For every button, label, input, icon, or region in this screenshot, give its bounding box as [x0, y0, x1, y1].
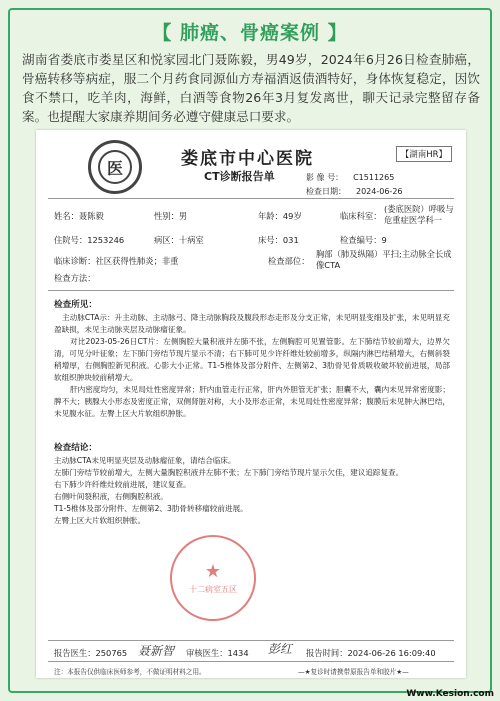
- bed-number: 床号：031: [258, 235, 299, 245]
- divider: [48, 198, 454, 199]
- stamp-text: 十二病室五区: [189, 585, 237, 594]
- exam-part: 胸部（肺及纵隔）平扫;主动脉全长成像CTA: [316, 249, 452, 270]
- conclusion-line: 左肺门旁结节较前增大，左侧大量胸腔积液并左肺不张；左下肺门旁结节现片显示欠佳，建议追踪复查。: [54, 468, 404, 477]
- revisit-note: —★复诊时请携带原报告单和胶片★—: [298, 668, 409, 676]
- patient-age: 年龄：49岁: [258, 211, 302, 221]
- review-doctor-signature: 彭红: [268, 642, 293, 656]
- hr-badge: 【湖南HR】: [396, 146, 452, 162]
- site-watermark: Www.Kesion.com: [406, 689, 494, 699]
- exam-part-label: 检查部位：: [268, 256, 310, 266]
- clinical-diagnosis: 临床诊断：社区获得性肺炎；非重: [54, 256, 179, 266]
- exam-method: 检查方法：: [54, 273, 96, 283]
- ct-report-sheet: [36, 130, 466, 678]
- conclusion-heading: 检查结论：: [54, 443, 97, 453]
- conclusion-line: T1-5椎体及部分附件、左侧第2、3肋骨转移瘤较前进展。: [54, 504, 248, 513]
- clinical-dept: (娄底医院）呼吸与危重症医学科一: [384, 204, 454, 225]
- findings-heading: 检查所见：: [54, 300, 97, 310]
- hospital-name: 娄底市中心医院: [181, 149, 314, 169]
- inpatient-number: 住院号：1253246: [54, 235, 125, 245]
- logo-character: 医: [98, 150, 132, 184]
- finding-paragraph: 对比2023-05-26日CT片：左侧胸腔大量积液并左肺不张，左侧胸腔可见置管影。左下肺结节较前增大，边界欠清，可见分叶征象；左下肺门旁结节现片显示不清；右下肺可见少许纤维灶较前增多，纵隔内淋巴结稍增大，右侧斜裂稍增厚，右侧胸腔新见积液。心影大小正常。T1-5椎体及部分附件、左侧第2、3肋骨见骨质吸收破坏较前进展，局部软组织肿块较前稍增大。: [54, 337, 450, 382]
- conclusion-text: [54, 455, 450, 527]
- intro-paragraph: 湖南省娄底市娄星区和悦家园北门聂陈毅，男49岁，2024年6月26日检查肺癌，骨癌转移等病症，服二个月药食同源仙方寿福酒返债酒特好，身体恢复稳定，因饮食不禁口，吃羊肉，海鲜，白酒等食物26年3月复发离世，聊天记录完整留存备案。也提醒大家康养期间务必遵守健康忌口要求。: [22, 52, 480, 124]
- divider: [48, 290, 454, 291]
- report-doctor-signature: 聂新智: [138, 644, 175, 658]
- report-time: 报告时间：2024-06-26 16:09:40: [306, 648, 436, 658]
- page-title: 【 肺癌、骨癌案例 】: [152, 22, 348, 44]
- patient-name: 姓名：聂陈毅: [54, 211, 104, 221]
- report-title: CT诊断报告单: [204, 170, 275, 183]
- image-number: 影 像 号： C1511265: [306, 173, 395, 182]
- conclusion-line: 右下肺少许纤维灶较前进展，建议复查。: [54, 480, 191, 489]
- review-doctor: 审核医生：1434: [186, 648, 249, 658]
- conclusion-line: 主动脉CTA未见明显夹层及动脉瘤征象，请结合临床。: [54, 456, 236, 465]
- conclusion-line: 右侧叶间裂积液，右侧胸腔积液。: [54, 492, 168, 501]
- disclaimer-note: 注：本报告仅供临床医师参考，不做证明材料之用。: [54, 668, 206, 676]
- dept-label: 临床科室：: [340, 211, 382, 221]
- divider: [48, 661, 454, 662]
- findings-text: [54, 312, 450, 420]
- exam-number: 检查编号：9: [340, 235, 387, 245]
- finding-paragraph: 肝内密度均匀，未见局灶性密度异常；肝内血管走行正常，肝内外胆管无扩张；胆囊不大，囊内未见异常密度影；脾不大；胰腺大小形态及密度正常，双侧肾脏对称，大小及形态正常，未见局灶性密度异常；腹膜后未见肿大淋巴结，未见腹水征。左臀上区大片软组织肿胀。: [54, 385, 450, 418]
- divider: [48, 640, 454, 641]
- hospital-stamp: [170, 535, 256, 621]
- hospital-logo-icon: [88, 140, 142, 194]
- report-doctor: 报告医生：250765: [54, 648, 128, 658]
- patient-sex: 性别：男: [154, 211, 188, 221]
- ward: 病区：十病室: [154, 235, 204, 245]
- conclusion-line: 左臀上区大片软组织肿胀。: [54, 516, 146, 525]
- exam-date: 检查日期： 2024-06-26: [306, 187, 403, 196]
- stamp-star-icon: ★: [204, 561, 222, 582]
- finding-paragraph: 主动脉CTA示：升主动脉、主动脉弓、降主动脉胸段及腹段形态走形及分支正常，未见明显变细及扩张，未见明显充盈缺损，未见主动脉夹层及动脉瘤征象。: [54, 313, 450, 334]
